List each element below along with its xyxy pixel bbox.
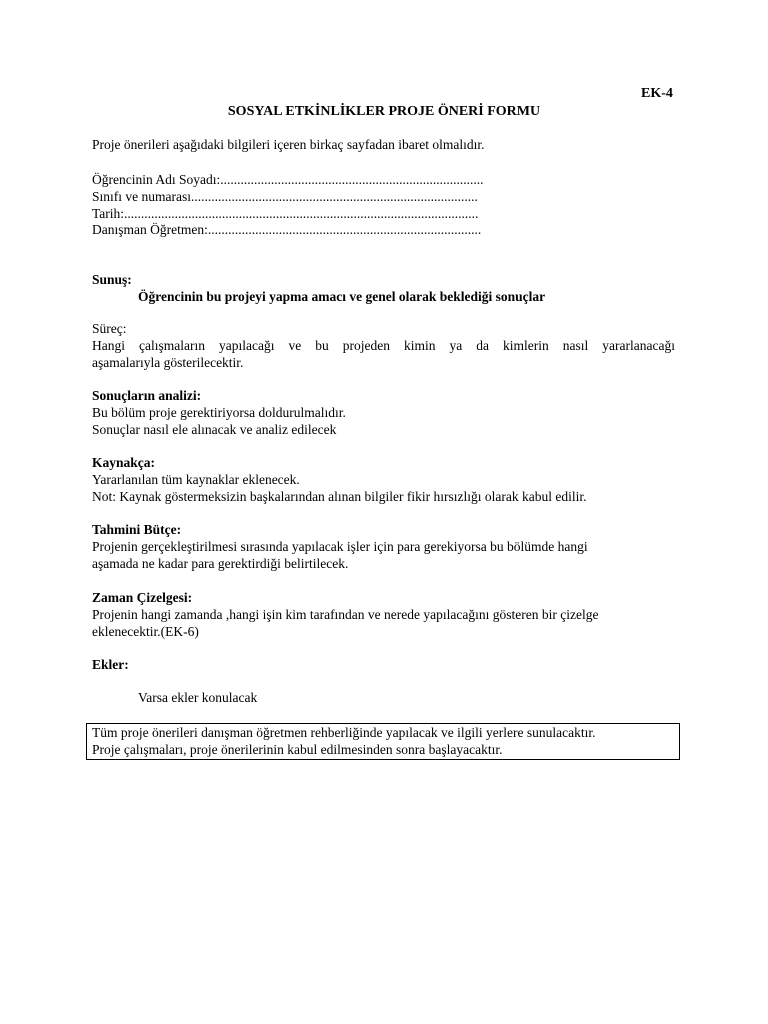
surec-line: Hangi çalışmaların yapılacağı ve bu projeden kimin ya da kimlerin nasıl yararlanacağı	[92, 338, 675, 353]
form-code: EK-4	[641, 86, 673, 101]
field-class-number: Sınıfı ve numarası.....................................................................................	[92, 188, 478, 204]
section-body-kaynakca	[92, 472, 587, 506]
zaman-line: Projenin hangi zamanda ,hangi işin kim tarafından ve nerede yapılacağını gösteren bir çizelge	[92, 607, 599, 622]
butce-line: aşamada ne kadar para gerektirdiği belirtilecek.	[92, 555, 349, 571]
field-student-name: Öğrencinin Adı Soyadı:..............................................................................	[92, 172, 484, 187]
section-heading-ekler: Ekler:	[92, 657, 129, 672]
butce-line: Projenin gerçekleştirilmesi sırasında yapılacak işler için para gerekiyorsa bu bölümde hangi	[92, 539, 588, 554]
section-heading-sonuc-analizi: Sonuçların analizi:	[92, 388, 202, 403]
notice-box	[86, 723, 680, 760]
field-advisor: Danışman Öğretmen:.................................................................................	[92, 222, 482, 238]
sonuc-line: Bu bölüm proje gerektiriyorsa doldurulmalıdır.	[92, 405, 346, 420]
section-body-sunus: Öğrencinin bu projeyi yapma amacı ve genel olarak beklediği sonuçlar	[138, 289, 546, 304]
kaynakca-line: Yararlanılan tüm kaynaklar eklenecek.	[92, 472, 300, 487]
kaynakca-line: Not: Kaynak göstermeksizin başkalarından alınan bilgiler fikir hırsızlığı olarak kabul edilir.	[92, 488, 587, 504]
section-body-tahmini-butce	[92, 539, 588, 573]
section-body-surec	[92, 338, 675, 372]
section-body-zaman-cizelgesi	[92, 607, 598, 641]
surec-line: aşamalarıyla gösterilecektir.	[92, 354, 244, 370]
section-heading-surec: Süreç:	[92, 321, 127, 336]
notice-line: Proje çalışmaları, proje önerilerinin kabul edilmesinden sonra başlayacaktır.	[92, 741, 503, 757]
intro-text: Proje önerileri aşağıdaki bilgileri içeren birkaç sayfadan ibaret olmalıdır.	[92, 137, 485, 152]
section-body-ekler: Varsa ekler konulacak	[138, 690, 258, 705]
section-heading-sunus: Sunuş:	[92, 272, 132, 287]
section-body-sonuc-analizi	[92, 405, 346, 439]
zaman-line: eklenecektir.(EK-6)	[92, 623, 199, 639]
sonuc-line: Sonuçlar nasıl ele alınacak ve analiz edilecek	[92, 421, 337, 437]
section-heading-kaynakca: Kaynakça:	[92, 455, 156, 470]
notice-line: Tüm proje önerileri danışman öğretmen rehberliğinde yapılacak ve ilgili yerlere sunulacaktır.	[92, 725, 596, 740]
section-heading-tahmini-butce: Tahmini Bütçe:	[92, 522, 182, 537]
field-date: Tarih:.........................................................................................................	[92, 205, 479, 221]
student-info-fields	[92, 172, 484, 239]
section-heading-zaman-cizelgesi: Zaman Çizelgesi:	[92, 590, 193, 605]
page-title: SOSYAL ETKİNLİKLER PROJE ÖNERİ FORMU	[227, 104, 541, 119]
